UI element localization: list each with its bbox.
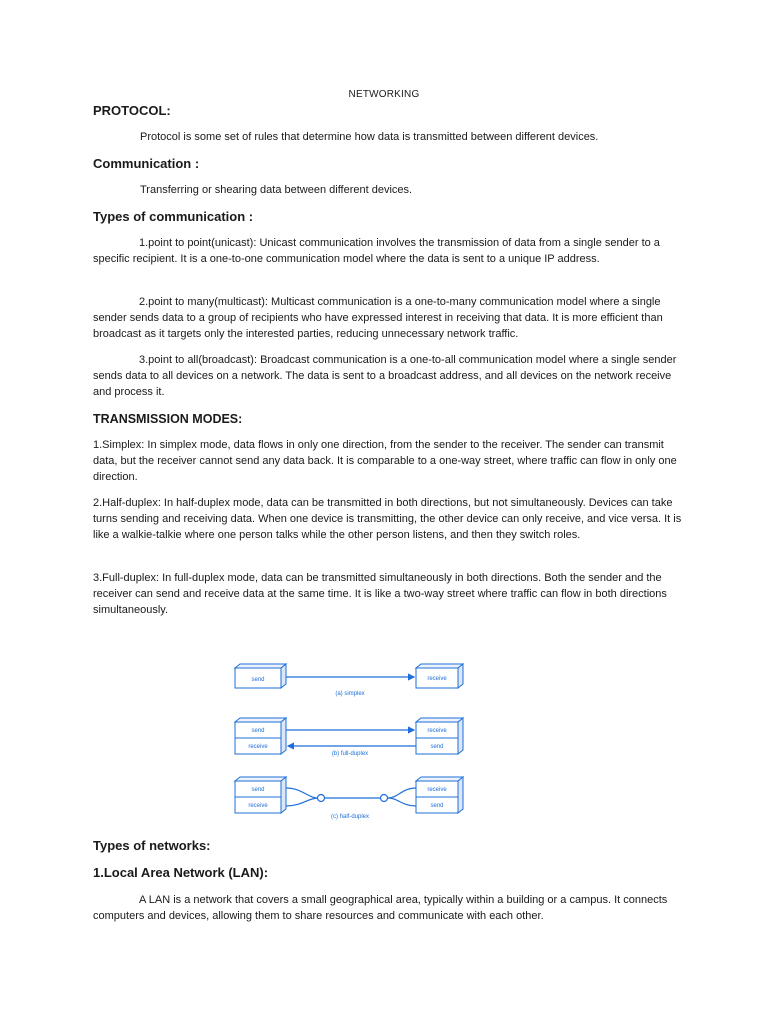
simplex-paragraph: 1.Simplex: In simplex mode, data flows in only one direction, from the sender to the receiver. The sender can transmit data, but the receiver cannot send any data back. It is comparable to a one-way street, where traffic can flow in only one direction. (93, 439, 677, 483)
half-duplex-paragraph: 2.Half-duplex: In half-duplex mode, data can be transmitted in both directions, but not simultaneously. Devices can take turns sending and receiving data. When one device is transmitting, the other device can only receive, and vice versa. It is like a walkie-talkie where one person talks while the other person listens, and then they switch roles. (93, 497, 682, 541)
full-duplex-right-receive-label: receive (427, 728, 447, 734)
half-duplex-left-upper-link (286, 788, 318, 798)
lan-heading: 1.Local Area Network (LAN): (93, 865, 269, 880)
half-duplex-diagram (235, 777, 463, 820)
half-duplex-right-receive-label: receive (427, 787, 447, 793)
full-duplex-left-send-label: send (251, 728, 265, 734)
half-duplex-right-send-label: send (430, 803, 444, 809)
broadcast-paragraph: 3.point to all(broadcast): Broadcast communication is a one-to-all communication model where a single sender sends data to all devices on a network. The data is sent to a broadcast address, and all devices on the network receive and process it. (93, 354, 677, 398)
simplex-send-label: send (251, 677, 265, 683)
types-communication-heading: Types of communication : (93, 209, 254, 224)
half-duplex-left-switch (318, 795, 325, 802)
half-duplex-left-receive-label: receive (248, 803, 268, 809)
full-duplex-paragraph: 3.Full-duplex: In full-duplex mode, data can be transmitted simultaneously in both directions. Both the sender and the receiver can send and receive data at the same time. It is like a two-way street where traffic can flow in both directions simultaneously. (93, 572, 667, 616)
simplex-receive-label: receive (427, 676, 447, 682)
half-duplex-right-box (416, 777, 463, 813)
transmission-modes-diagram (230, 660, 470, 820)
unicast-paragraph: 1.point to point(unicast): Unicast communication involves the transmission of data from a single sender to a specific recipient. It is a one-to-one communication model where the data is sent to a unique IP address. (93, 237, 660, 265)
full-duplex-caption: (b) full-duplex (331, 751, 369, 757)
half-duplex-caption: (c) half-duplex (330, 814, 370, 820)
multicast-paragraph: 2.point to many(multicast): Multicast communication is a one-to-many communication model where a single sender sends data to a group of recipients who have expressed interest in receiving that data. It is more efficient than broadcast as it targets only the interested parties, reducing unnecessary network traffic. (93, 296, 663, 340)
protocol-text: Protocol is some set of rules that determine how data is transmitted between different devices. (140, 131, 599, 143)
half-duplex-right-upper-link (388, 788, 416, 798)
full-duplex-right-send-label: send (430, 744, 444, 750)
full-duplex-diagram (235, 718, 463, 757)
half-duplex-right-switch (381, 795, 388, 802)
half-duplex-left-send-label: send (251, 787, 265, 793)
document-title: NETWORKING (348, 89, 420, 100)
half-duplex-left-box (235, 777, 286, 813)
simplex-send-box (235, 664, 286, 688)
half-duplex-right-lower-link (388, 798, 416, 806)
lan-paragraph: A LAN is a network that covers a small geographical area, typically within a building or a campus. It connects computers and devices, allowing them to share resources and communicate with each other. (93, 894, 668, 922)
communication-heading: Communication : (93, 156, 200, 171)
full-duplex-right-box (416, 718, 463, 754)
communication-text: Transferring or shearing data between different devices. (140, 184, 413, 196)
half-duplex-left-lower-link (286, 798, 318, 806)
types-of-networks-heading: Types of networks: (93, 838, 211, 853)
simplex-caption: (a) simplex (335, 691, 365, 697)
protocol-heading: PROTOCOL: (93, 103, 171, 118)
full-duplex-left-box (235, 718, 286, 754)
simplex-diagram (235, 664, 463, 697)
full-duplex-left-receive-label: receive (248, 744, 268, 750)
transmission-modes-heading: TRANSMISSION MODES: (93, 412, 243, 426)
simplex-receive-box (416, 664, 463, 688)
